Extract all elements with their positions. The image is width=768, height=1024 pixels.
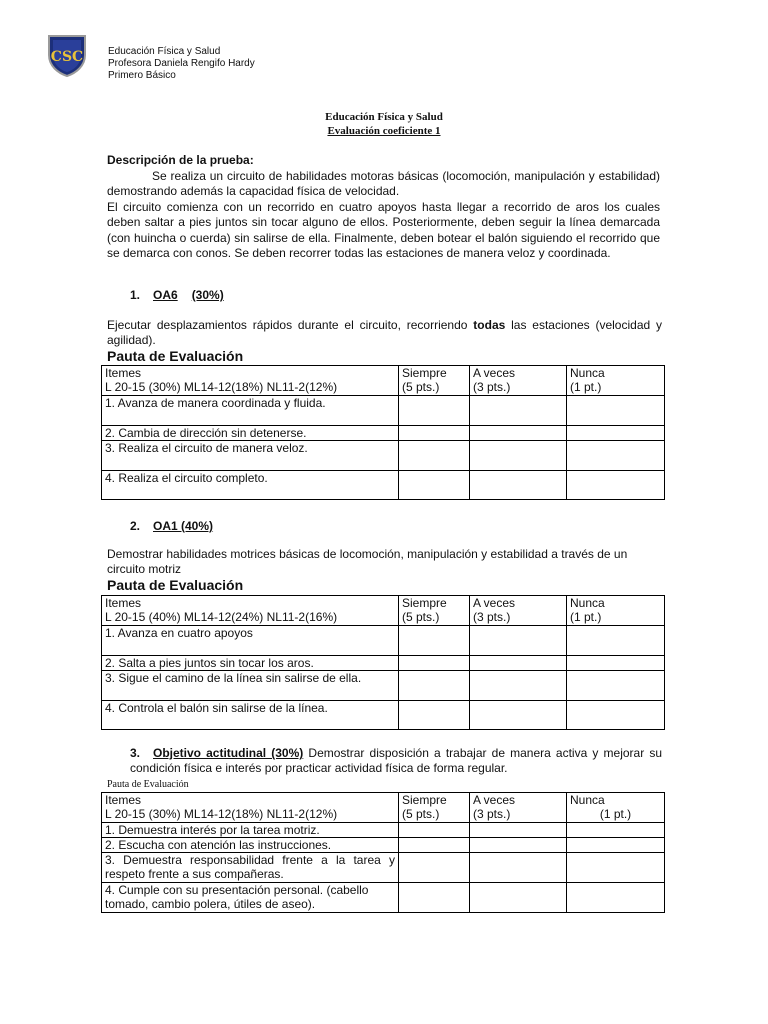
description-p1: Se realiza un circuito de habilidades motoras básicas (locomoción, manipulación y estabilidad) demostrando además la capacidad física de velocidad. [107, 168, 660, 198]
table-row: 2. Cambia de dirección sin detenerse. [102, 426, 665, 441]
table-row: 2. Escucha con atención las instrucciones. [102, 838, 665, 853]
school-crest-logo [46, 33, 88, 77]
table-row: 1. Avanza de manera coordinada y fluida. [102, 396, 665, 426]
document-title [0, 110, 768, 138]
section-1-code: OA6 [153, 288, 178, 302]
svg-text:CSC: CSC [50, 49, 84, 65]
subtitle: Evaluación coeficiente 1 [327, 125, 441, 137]
table-header-row: Itemes L 20-15 (30%) ML14-12(18%) NL11-2(12%) Siempre (5 pts.) A veces (3 pts.) Nunca (1 pt.) [102, 793, 665, 823]
section-3-text: Demostrar disposición a trabajar de manera activa y mejorar su condición física e interés por practicar actividad física de forma regular. [130, 746, 662, 775]
description [107, 153, 660, 262]
table-row: 3. Demuestra responsabilidad frente a la tarea y respeto frente a sus compañeras. [102, 853, 665, 883]
section-2-text: Demostrar habilidades motrices básicas de locomoción, manipulación y estabilidad a través de un circuito motriz [107, 547, 628, 576]
school-header [108, 46, 255, 82]
section-3-pauta: Pauta de Evaluación [107, 779, 189, 790]
section-2-code: OA1 (40%) [153, 519, 214, 533]
section-2-pauta: Pauta de Evaluación [107, 577, 244, 593]
description-p2: El circuito comienza con un recorrido en cuatro apoyos hasta llegar a recorrido de aros los cuales deben saltar a pies juntos sin tocar alguno de ellos. Posteriormente, deben seguir la línea demarcada (con huincha o cuerda) sin salirse de ella. Finalmente, deben botear el balón siguiendo el recorrido que se demarca con conos. Se deben recorrer todas las estaciones de manera veloz y coordinada. [107, 199, 660, 260]
section-3-heading: 3. Objetivo actitudinal (30%) Demostrar disposición a trabajar de manera activa y mejorar su condición física e interés por practicar actividad física de forma regular. [130, 746, 662, 775]
table-row: 1. Demuestra interés por la tarea motriz. [102, 823, 665, 838]
section-1-table [101, 365, 665, 500]
school-grade: Primero Básico [108, 70, 176, 81]
section-3-code: Objetivo actitudinal (30%) [153, 746, 304, 760]
section-1-pct: (30%) [191, 288, 224, 302]
description-heading: Descripción de la prueba: [107, 153, 254, 167]
section-1-pauta: Pauta de Evaluación [107, 348, 244, 364]
table-row: 3. Sigue el camino de la línea sin salirse de ella. [102, 671, 665, 701]
section-3-table [101, 792, 665, 913]
table-header-row: Itemes L 20-15 (40%) ML14-12(24%) NL11-2(16%) Siempre (5 pts.) A veces (3 pts.) Nunca (1 pt.) [102, 596, 665, 626]
table-row: 2. Salta a pies juntos sin tocar los aros. [102, 656, 665, 671]
section-1-heading: 1. OA6 (30%) [130, 288, 224, 302]
title: Educación Física y Salud [325, 111, 443, 123]
table-row: 4. Realiza el circuito completo. [102, 471, 665, 500]
section-2-table [101, 595, 665, 730]
table-row: 4. Cumple con su presentación personal. (cabello tomado, cambio polera, útiles de aseo). [102, 883, 665, 913]
school-subject: Educación Física y Salud [108, 46, 221, 57]
table-row: 3. Realiza el circuito de manera veloz. [102, 441, 665, 471]
school-teacher: Profesora Daniela Rengifo Hardy [108, 58, 255, 69]
table-row: 4. Controla el balón sin salirse de la línea. [102, 701, 665, 730]
section-1-text: Ejecutar desplazamientos rápidos durante el circuito, recorriendo todas las estaciones (velocidad y agilidad). [107, 318, 662, 347]
table-row: 1. Avanza en cuatro apoyos [102, 626, 665, 656]
section-2-heading: 2. OA1 (40%) [130, 519, 214, 533]
table-header-row: Itemes L 20-15 (30%) ML14-12(18%) NL11-2(12%) Siempre (5 pts.) A veces (3 pts.) Nunca (1 pt.) [102, 366, 665, 396]
